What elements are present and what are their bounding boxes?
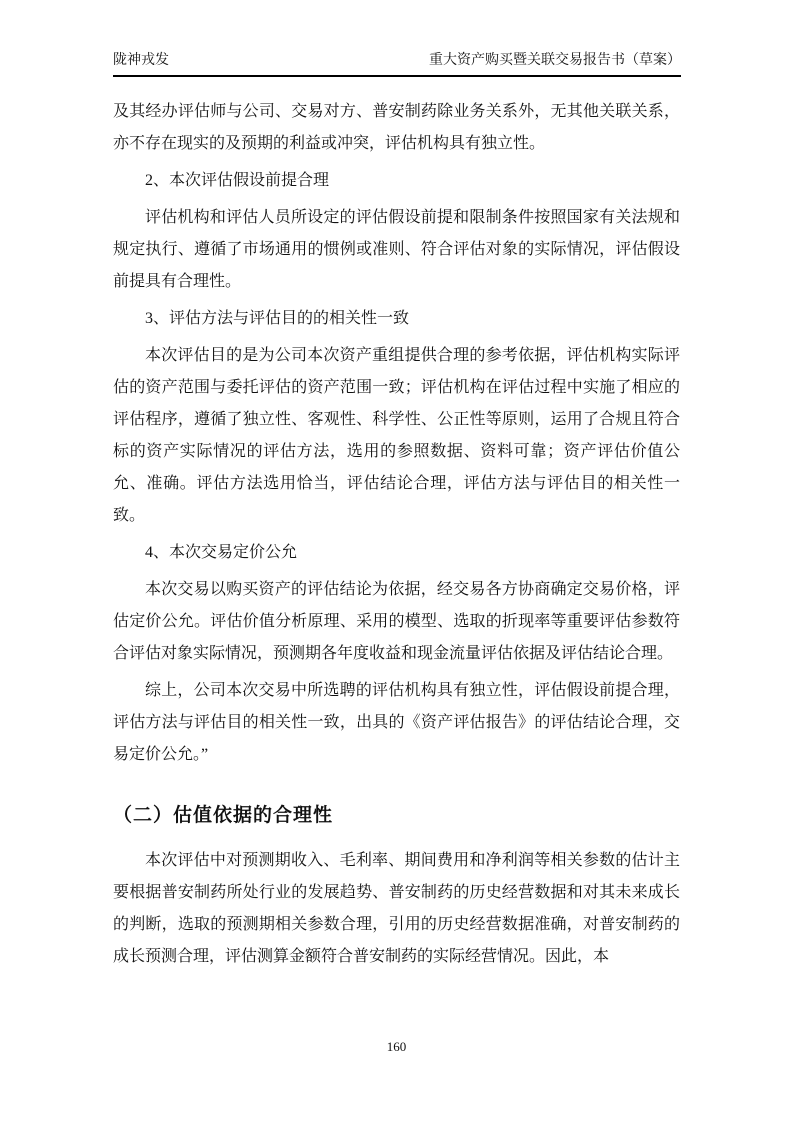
paragraph: 本次交易以购买资产的评估结论为依据，经交易各方协商确定交易价格，评估定价公允。评估价值分析原理、采用的模型、选取的折现率等重要评估参数符合评估对象实际情况，预测期各年度收益和现金流量评估依据及评估结论合理。 (113, 581, 680, 662)
paragraph: 本次评估中对预测期收入、毛利率、期间费用和净利润等相关参数的估计主要根据普安制药所处行业的发展趋势、普安制药的历史经营数据和对其未来成长的判断，选取的预测期相关参数合理，引用的历史经营数据准确，对普安制药的成长预测合理，评估测算金额符合普安制药的实际经营情况。因此，本 (113, 852, 680, 965)
section-heading: （二）估值依据的合理性 (113, 805, 334, 826)
numbered-subheading: 2、本次评估假设前提合理 (145, 172, 330, 189)
paragraph: 评估机构和评估人员所设定的评估假设前提和限制条件按照国家有关法规和规定执行、遵循了市场通用的惯例或准则、符合评估对象的实际情况，评估假设前提具有合理性。 (113, 209, 680, 290)
paragraph: 综上，公司本次交易中所选聘的评估机构具有独立性，评估假设前提合理，评估方法与评估目的相关性一致，出具的《资产评估报告》的评估结论合理，交易定价公允。” (113, 682, 680, 763)
page-number: 160 (386, 1039, 407, 1054)
numbered-subheading: 3、评估方法与评估目的的相关性一致 (145, 310, 410, 327)
document-body (113, 96, 680, 978)
header-company-name: 陇神戎发 (113, 53, 169, 68)
header-report-title: 重大资产购买暨关联交易报告书（草案） (429, 53, 681, 68)
numbered-subheading: 4、本次交易定价公允 (145, 544, 298, 561)
paragraph: 及其经办评估师与公司、交易对方、普安制药除业务关系外，无其他关联关系，亦不存在现实的及预期的利益或冲突，评估机构具有独立性。 (113, 103, 680, 152)
page-footer (0, 1038, 793, 1056)
paragraph: 本次评估目的是为公司本次资产重组提供合理的参考依据，评估机构实际评估的资产范围与委托评估的资产范围一致；评估机构在评估过程中实施了相应的评估程序，遵循了独立性、客观性、科学性、公正性等原则，运用了合规且符合标的资产实际情况的评估方法，选用的参照数据、资料可靠；资产评估价值公允、准确。评估方法选用恰当，评估结论合理，评估方法与评估目的相关性一致。 (113, 347, 680, 524)
page-header (113, 52, 681, 77)
